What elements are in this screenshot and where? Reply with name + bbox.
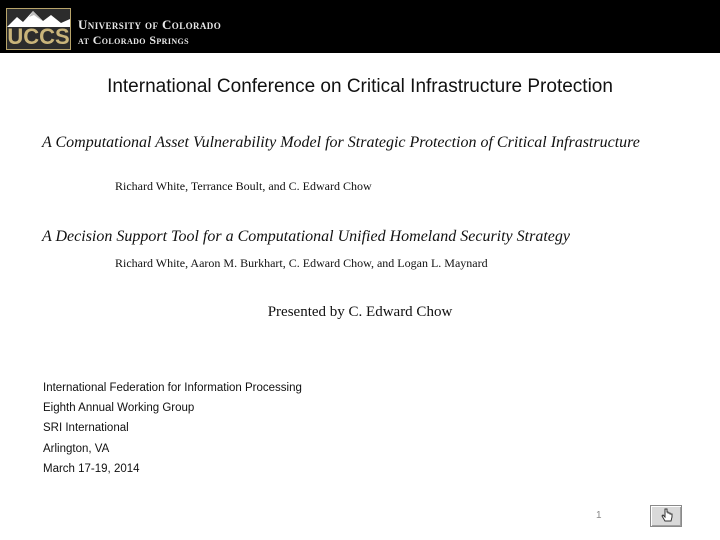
paper-authors-2: Richard White, Aaron M. Burkhart, C. Edward Chow, and Logan L. Maynard [115, 256, 488, 270]
conference-title: International Conference on Critical Infrastructure Protection [107, 76, 613, 97]
paper-title-1: A Computational Asset Vulnerability Model for Strategic Protection of Critical Infrastructure [42, 134, 640, 151]
hand-pointer-icon [660, 508, 674, 524]
venue-organization: International Federation for Information Processing [43, 382, 302, 394]
logo-text: UCCS [7, 24, 70, 49]
venue-location: Arlington, VA [43, 442, 110, 455]
header-bar [0, 0, 720, 53]
venue-dates: March 17-19, 2014 [43, 462, 140, 475]
campus-name: at Colorado Springs [78, 33, 190, 47]
slide-number: 1 [596, 510, 602, 521]
paper-authors-1: Richard White, Terrance Boult, and C. Edward Chow [115, 179, 372, 193]
slide-nav-button[interactable] [650, 505, 682, 527]
venue-group: Eighth Annual Working Group [43, 402, 195, 415]
venue-block [43, 378, 302, 479]
paper-title-2: A Decision Support Tool for a Computational Unified Homeland Security Strategy [42, 228, 570, 245]
venue-host: SRI International [43, 422, 129, 435]
university-name: University of Colorado [78, 17, 222, 32]
uccs-logo [6, 8, 71, 50]
presenter: Presented by C. Edward Chow [267, 304, 453, 320]
